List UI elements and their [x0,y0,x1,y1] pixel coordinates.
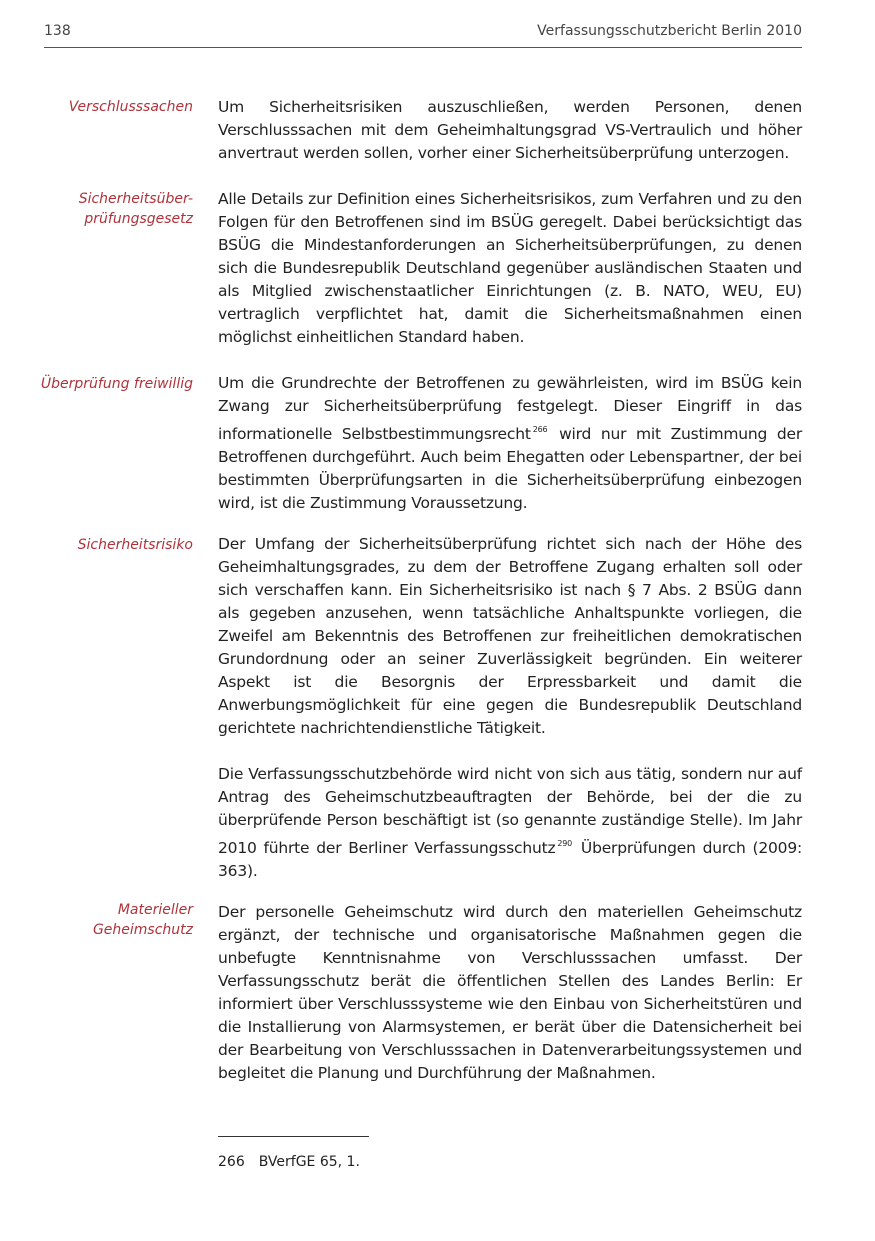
paragraph-text: Um die Grundrechte der Betroffenen zu gewährleisten, wird im BSÜG kein Zwang zur Sicherheitsüberprüfung festgelegt. Dieser Eingriff in das informationelle Selbstbestimmungsrecht [218,374,802,443]
margin-note-line: Sicherheitsüber- [78,191,193,207]
paragraph-verfassungsschutzbehoerde [218,763,802,883]
margin-note-materieller-geheimschutz [23,900,193,940]
paragraph-text: Die Verfassungsschutzbehörde wird nicht von sich aus tätig, sondern nur auf Antrag des Geheimschutzbeauftragten der Behörde, bei der die zu überprüfende Person beschäftigt ist (so genannte zuständige Stelle). Im Jahr 2010 führte der Berliner Verfassungsschutz [218,765,802,857]
count-marker: 290 [557,839,573,848]
paragraph-materieller-geheimschutz: Der personelle Geheimschutz wird durch den materiellen Geheimschutz ergänzt, der technische und organisatorische Maßnahmen gegen die unbefugte Kenntnisnahme von Verschlusssachen umfasst. Der Verfassungsschutz berät die öffentlichen Stellen des Landes Berlin: Er informiert über Verschlusssysteme wie den Einbau von Sicherheitstüren und die Installierung von Alarmsystemen, er berät über die Datensicherheit bei der Bearbeitung von Verschlusssachen in Datenverarbeitungssystemen und begleitet die Planung und Durchführung der Maßnahmen. [218,903,802,1082]
footnote-text: BVerfGE 65, 1. [258,1154,360,1170]
footnote-divider [218,1136,369,1137]
paragraph-sicherheitsrisiko: Der Umfang der Sicherheitsüberprüfung richtet sich nach der Höhe des Geheimhaltungsgrades, zu dem der Betroffene Zugang erhalten soll oder sich verschaffen kann. Ein Sicherheitsrisiko ist nach § 7 Abs. 2 BSÜG dann als gegeben anzusehen, wenn tatsächliche Anhaltspunkte vorliegen, die Zweifel am Bekenntnis des Betroffenen zur freiheitlichen demokratischen Grundordnung oder an seiner Zuverlässigkeit begründen. Ein weiterer Aspekt ist die Besorgnis der Erpressbarkeit und damit die Anwerbungsmöglichkeit für eine gegen die Bundesrepublik Deutschland gerichtete nachrichtendienstliche Tätigkeit. [218,535,802,737]
margin-note-line: Materieller [117,902,193,918]
paragraph-bsueg: Alle Details zur Definition eines Sicherheitsrisikos, zum Verfahren und zu den Folgen für den Betroffenen sind im BSÜG geregelt. Dabei berücksichtigt das BSÜG die Mindestanforderungen an Sicherheitsüberprüfungen, zu denen sich die Bundesrepublik Deutschland gegenüber ausländischen Staaten und als Mitglied zwischenstaatlicher Einrichtungen (z. B. NATO, WEU, EU) vertraglich verpflichtet hat, damit die Sicherheitsmaßnahmen einen möglichst einheitlichen Standard haben. [218,190,802,346]
footnote [218,1152,360,1172]
page-header [44,23,802,48]
margin-note-line: prüfungsgesetz [84,211,193,227]
running-title: Verfassungsschutzbericht Berlin 2010 [537,23,802,39]
paragraph-freiwillig [218,372,802,515]
footnote-number: 266 [218,1154,245,1170]
margin-note-sicherheitsrisiko: Sicherheitsrisiko [77,537,193,553]
footnote-reference[interactable]: 266 [532,425,548,434]
paragraph-verschlusssachen: Um Sicherheitsrisiken auszuschließen, werden Personen, denen Verschlusssachen mit dem Geheimhaltungsgrad VS-Vertraulich und höher anvertraut werden sollen, vorher einer Sicherheitsüberprüfung unterzogen. [218,98,802,162]
paragraph-text: wird nur mit Zustimmung der Betroffenen durchgeführt. Auch beim Ehegatten oder Lebenspartner, der bei bestimmten Überprüfungsarten in die Sicherheitsüberprüfung einbezogen wird, ist die Zustimmung Voraussetzung. [218,425,802,512]
margin-note-line: Geheimschutz [92,922,193,938]
page-number: 138 [44,23,71,39]
margin-note-ueberpruefung-freiwillig: Überprüfung freiwillig [40,376,193,392]
margin-note-verschlusssachen: Verschlusssachen [68,99,193,115]
margin-note-sicherheitsueberpruefungsgesetz [23,189,193,229]
paragraph-text: Überprüfungen durch (2009: 363). [218,839,802,880]
